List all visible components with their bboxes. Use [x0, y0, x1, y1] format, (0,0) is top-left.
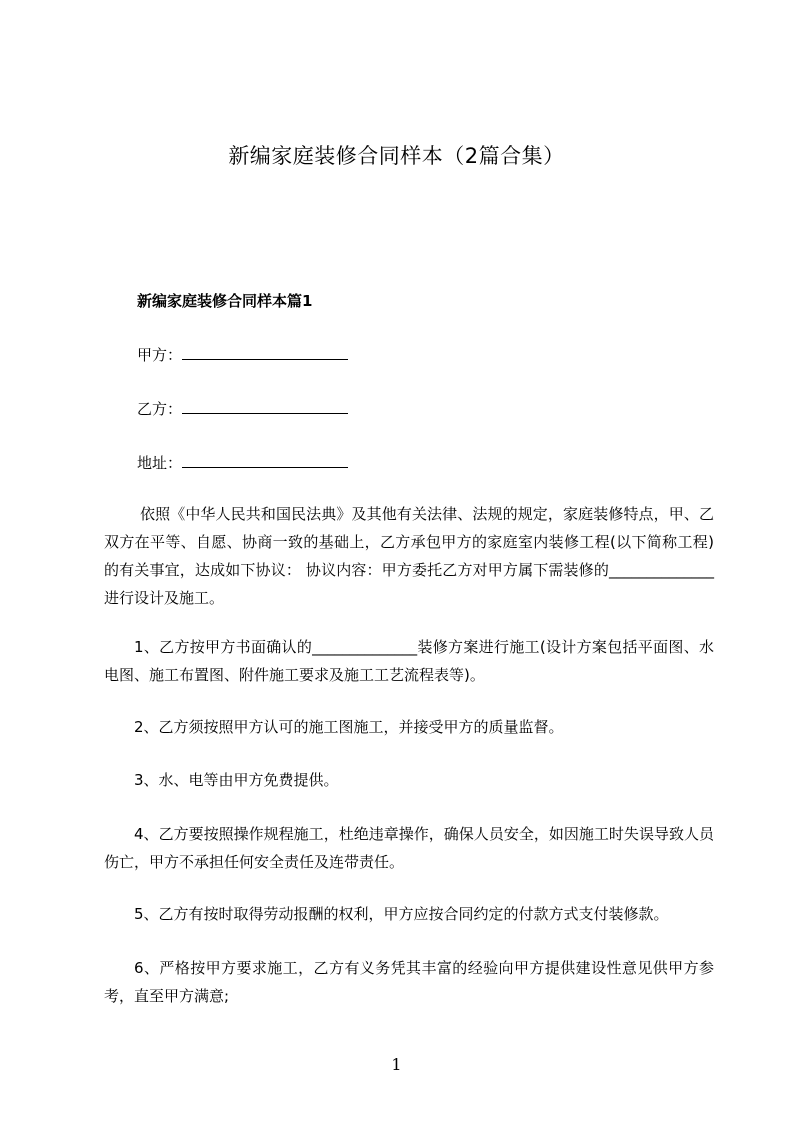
- party-a-label: 甲方：: [137, 346, 183, 364]
- party-b-label: 乙方：: [137, 400, 183, 418]
- address-label: 地址：: [137, 454, 183, 472]
- clause-5: 5、乙方有按时取得劳动报酬的权利，甲方应按合同约定的付款方式支付装修款。: [134, 905, 669, 923]
- address-blank: [182, 451, 348, 468]
- page-number: 1: [391, 1055, 402, 1074]
- clause-2: 2、乙方须按照甲方认可的施工图施工，并接受甲方的质量监督。: [134, 718, 564, 736]
- intro-paragraph: 依照《中华人民共和国民法典》及其他有关法律、法规的规定，家庭装修特点，甲、乙双方在平等、自愿、协商一致的基础上，乙方承包甲方的家庭室内装修工程(以下简称工程)的有关事宜，达成如下协议： 协议内容：甲方委托乙方对甲方属下需装修的______________进行设计及施工。: [104, 505, 714, 607]
- document-title: 新编家庭装修合同样本（2篇合集）: [228, 144, 565, 168]
- clause-6: 6、严格按甲方要求施工，乙方有义务凭其丰富的经验向甲方提供建设性意见供甲方参考，直至甲方满意;: [104, 959, 714, 1005]
- address-field: [137, 451, 348, 474]
- party-b-field: [137, 397, 348, 420]
- clause-4: 4、乙方要按照操作规程施工，杜绝违章操作，确保人员安全，如因施工时失误导致人员伤亡，甲方不承担任何安全责任及连带责任。: [104, 825, 714, 871]
- party-b-blank: [182, 397, 348, 414]
- clause-3: 3、水、电等由甲方免费提供。: [134, 771, 339, 789]
- section-heading: 新编家庭装修合同样本篇1: [137, 292, 313, 310]
- clause-1: 1、乙方按甲方书面确认的______________装修方案进行施工(设计方案包括平面图、水电图、施工布置图、附件施工要求及施工工艺流程表等)。: [104, 638, 714, 684]
- party-a-field: [137, 343, 348, 366]
- party-a-blank: [182, 343, 348, 360]
